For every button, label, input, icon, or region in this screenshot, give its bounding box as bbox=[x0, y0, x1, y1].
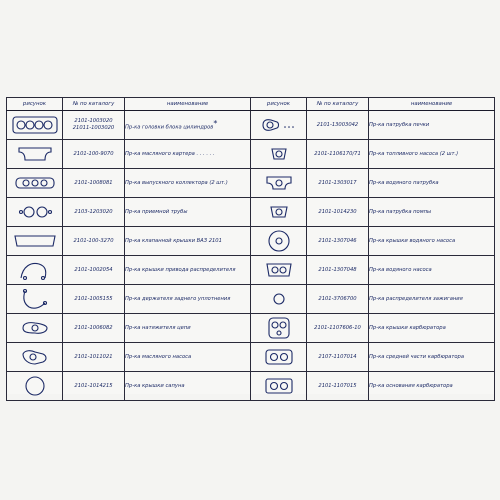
cylinder-head-gasket-icon bbox=[7, 114, 62, 136]
part-name: Пр-ка масляного насоса bbox=[125, 354, 192, 360]
table-row bbox=[7, 198, 495, 227]
part-name: Пр-ка патрубка помпы bbox=[369, 209, 432, 215]
catalog-number-cell bbox=[307, 372, 369, 401]
catalog-number-cell bbox=[307, 111, 369, 140]
catalog-number: 2101-1107015 bbox=[318, 382, 357, 389]
gasket-picture-cell bbox=[7, 343, 63, 372]
table-row bbox=[7, 169, 495, 198]
gasket-picture-cell bbox=[251, 198, 307, 227]
part-name: Пр-ка распределителя зажигания bbox=[369, 296, 463, 302]
part-name-cell bbox=[369, 372, 495, 401]
table-header-row bbox=[7, 98, 495, 111]
header-catalog-no-right: № по каталогу bbox=[307, 98, 369, 111]
header-catalog-no-left: № по каталогу bbox=[63, 98, 125, 111]
gasket-picture-cell bbox=[7, 140, 63, 169]
catalog-number-cell bbox=[63, 314, 125, 343]
catalog-number: 2101-1008081 bbox=[74, 179, 113, 186]
part-name-cell bbox=[125, 140, 251, 169]
catalog-number-cell bbox=[63, 111, 125, 140]
catalog-number: 2101-1005155 bbox=[74, 295, 113, 302]
part-name-cell bbox=[369, 343, 495, 372]
table-row bbox=[7, 140, 495, 169]
catalog-number-cell bbox=[307, 256, 369, 285]
part-name: Пр-ка выпускного коллектора (2 шт.) bbox=[125, 180, 228, 186]
part-name-cell bbox=[369, 314, 495, 343]
part-name-cell bbox=[369, 111, 495, 140]
table-row bbox=[7, 227, 495, 256]
part-name: Пр-ка держателя заднего уплотнения bbox=[125, 296, 231, 302]
catalog-number-cell bbox=[63, 372, 125, 401]
catalog-number: 2101-1307048 bbox=[318, 266, 357, 273]
part-name: Пр-ка головки блока цилиндров bbox=[125, 124, 214, 131]
table-row bbox=[7, 343, 495, 372]
catalog-number: 2101-13003042 bbox=[316, 121, 359, 128]
oil-pan-gasket-icon bbox=[7, 143, 62, 165]
part-name: Пр-ка топливного насоса (2 шт.) bbox=[369, 151, 459, 157]
catalog-number: 2101-1002054 bbox=[74, 266, 113, 273]
part-name: Пр-ка крышки водяного насоса bbox=[369, 238, 456, 244]
gasket-picture-cell bbox=[251, 169, 307, 198]
heater-pipe-gasket-icon bbox=[251, 114, 306, 136]
catalog-number: 21011-1003020 bbox=[72, 125, 115, 131]
header-picture-right: рисунок bbox=[251, 98, 307, 111]
gasket-picture-cell bbox=[7, 372, 63, 401]
catalog-number-cell bbox=[307, 285, 369, 314]
catalog-number-cell bbox=[63, 140, 125, 169]
catalog-number: 2101-3706700 bbox=[318, 295, 357, 302]
water-pipe-gasket-icon bbox=[251, 171, 306, 195]
gasket-picture-cell bbox=[7, 227, 63, 256]
gasket-catalog-table bbox=[6, 97, 495, 401]
gasket-picture-cell bbox=[251, 227, 307, 256]
part-name: Пр-ка клапанной крышки ВАЗ 2101 bbox=[125, 238, 222, 244]
header-name-right: наименование bbox=[369, 98, 495, 111]
catalog-number: 2101-1003020 bbox=[74, 118, 113, 124]
breather-cover-gasket-icon bbox=[7, 374, 62, 398]
catalog-number-cell bbox=[63, 227, 125, 256]
part-name-cell bbox=[369, 227, 495, 256]
catalog-number: 2107-1107014 bbox=[318, 353, 357, 360]
gasket-picture-cell bbox=[7, 314, 63, 343]
gasket-picture-cell bbox=[251, 314, 307, 343]
gasket-picture-cell bbox=[7, 285, 63, 314]
catalog-number-cell bbox=[307, 198, 369, 227]
catalog-number: 2101-1014230 bbox=[318, 208, 357, 215]
gasket-picture-cell bbox=[7, 111, 63, 140]
catalog-number: 2101-1014215 bbox=[74, 382, 113, 389]
carburetor-cover-gasket-icon bbox=[251, 314, 306, 342]
part-name: Пр-ка натяжителя цепи bbox=[125, 325, 191, 331]
catalog-number: 2103-1203020 bbox=[74, 208, 113, 215]
part-name-cell bbox=[125, 169, 251, 198]
part-name-cell bbox=[125, 343, 251, 372]
header-name-left: наименование bbox=[125, 98, 251, 111]
valve-cover-gasket-icon bbox=[7, 231, 62, 251]
catalog-number: 2101-100-9070 bbox=[73, 150, 114, 157]
catalog-number-cell bbox=[307, 227, 369, 256]
part-name: Пр-ка водяного патрубка bbox=[369, 180, 439, 186]
gasket-picture-cell bbox=[251, 285, 307, 314]
table-row bbox=[7, 256, 495, 285]
table-row bbox=[7, 314, 495, 343]
table-row bbox=[7, 111, 495, 140]
part-name: Пр-ка крышки привода распределителя bbox=[125, 267, 236, 273]
carburetor-middle-gasket-icon bbox=[251, 346, 306, 368]
part-name-cell bbox=[125, 285, 251, 314]
catalog-number: 2101-100-3270 bbox=[73, 237, 114, 244]
carburetor-base-gasket-icon bbox=[251, 375, 306, 397]
catalog-number-cell bbox=[307, 343, 369, 372]
catalog-number: 2101-1107606-10 bbox=[314, 324, 361, 331]
asterisk-mark: * bbox=[213, 119, 218, 129]
rear-seal-holder-gasket-icon bbox=[7, 287, 62, 311]
part-name-cell bbox=[369, 169, 495, 198]
catalog-number-cell bbox=[63, 198, 125, 227]
distributor-drive-cover-gasket-icon bbox=[7, 258, 62, 282]
part-name-cell bbox=[369, 140, 495, 169]
catalog-number-cell bbox=[63, 256, 125, 285]
gasket-picture-cell bbox=[251, 256, 307, 285]
chain-tensioner-gasket-icon bbox=[7, 318, 62, 338]
part-name-cell bbox=[369, 285, 495, 314]
ignition-distributor-gasket-icon bbox=[251, 289, 306, 309]
catalog-number-cell bbox=[63, 169, 125, 198]
table-row bbox=[7, 285, 495, 314]
gasket-picture-cell bbox=[7, 169, 63, 198]
table-row bbox=[7, 372, 495, 401]
catalog-number: 2101-1303017 bbox=[318, 179, 357, 186]
part-name-cell bbox=[369, 256, 495, 285]
part-name: Пр-ка приемной трубы bbox=[125, 209, 188, 215]
gasket-picture-cell bbox=[251, 111, 307, 140]
gasket-picture-cell bbox=[7, 198, 63, 227]
oil-pump-gasket-icon bbox=[7, 346, 62, 368]
part-name: Пр-ка основания карбюратора bbox=[369, 383, 453, 389]
gasket-picture-cell bbox=[7, 256, 63, 285]
part-name: Пр-ка средней части карбюратора bbox=[369, 354, 465, 360]
part-name-cell bbox=[125, 256, 251, 285]
part-name: Пр-ка крышки сапуна bbox=[125, 383, 185, 389]
gasket-picture-cell bbox=[251, 372, 307, 401]
catalog-number: 2101-1106170/71 bbox=[314, 150, 361, 157]
catalog-number-cell bbox=[307, 314, 369, 343]
water-pump-gasket-icon bbox=[251, 258, 306, 282]
catalog-number: 2101-1307046 bbox=[318, 237, 357, 244]
fuel-pump-gasket-icon bbox=[251, 143, 306, 165]
catalog-number-cell bbox=[307, 169, 369, 198]
part-name-cell bbox=[125, 198, 251, 227]
part-name-cell bbox=[125, 111, 251, 140]
part-name: Пр-ка крышки карбюратора bbox=[369, 325, 446, 331]
gasket-picture-cell bbox=[251, 343, 307, 372]
intake-pipe-gasket-icon bbox=[7, 202, 62, 222]
part-name-cell bbox=[369, 198, 495, 227]
catalog-number: 2101-1006082 bbox=[74, 324, 113, 331]
part-name-cell bbox=[125, 372, 251, 401]
part-name: Пр-ка водяного насоса bbox=[369, 267, 432, 273]
pump-pipe-gasket-icon bbox=[251, 201, 306, 223]
catalog-number-cell bbox=[307, 140, 369, 169]
water-pump-cover-gasket-icon bbox=[251, 228, 306, 254]
exhaust-manifold-gasket-icon bbox=[7, 173, 62, 193]
part-name-cell bbox=[125, 314, 251, 343]
part-name: Пр-ка масляного картера . . . . . . bbox=[125, 151, 215, 157]
part-name-cell bbox=[125, 227, 251, 256]
header-picture-left: рисунок bbox=[7, 98, 63, 111]
catalog-number: 2101-1011021 bbox=[74, 353, 113, 360]
part-name: Пр-ка патрубка печки bbox=[369, 122, 430, 128]
gasket-picture-cell bbox=[251, 140, 307, 169]
catalog-number-cell bbox=[63, 285, 125, 314]
catalog-number-cell bbox=[63, 343, 125, 372]
